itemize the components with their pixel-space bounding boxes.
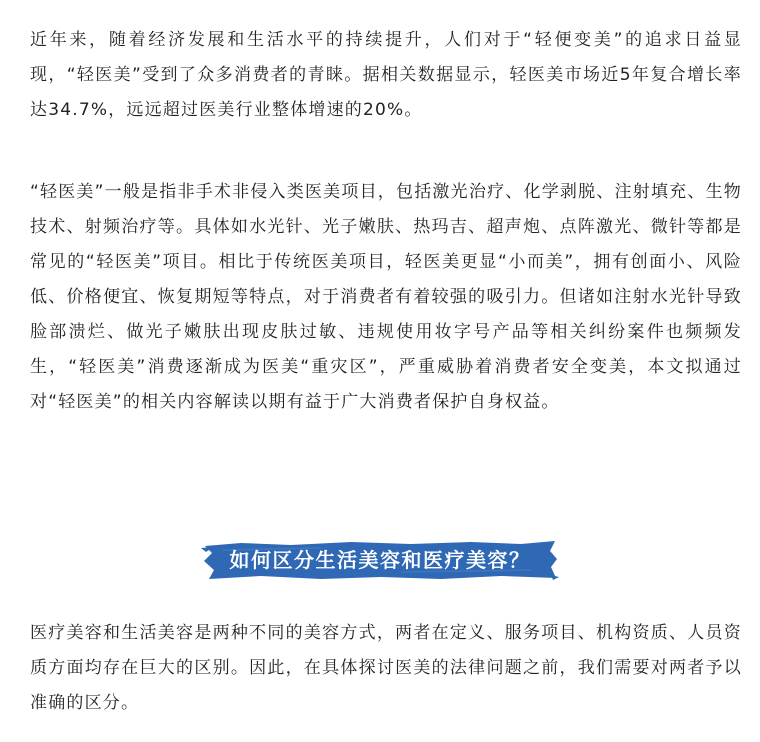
- section-heading-banner: [201, 537, 559, 583]
- comparison-paragraph: 医疗美容和生活美容是两种不同的美容方式，两者在定义、服务项目、机构资质、人员资质方面均存在巨大的区别。因此，在具体探讨医美的法律问题之前，我们需要对两者予以准确的区分。: [30, 623, 742, 713]
- section-heading: 如何区分生活美容和医疗美容？: [229, 548, 531, 572]
- intro-paragraph: 近年来，随着经济发展和生活水平的持续提升，人们对于“轻便变美”的追求日益显现，“轻医美”受到了众多消费者的青睐。据相关数据显示，轻医美市场近5年复合增长率达34.7%，远远超过医美行业整体增速的20%。: [30, 30, 742, 120]
- definition-paragraph: “轻医美”一般是指非手术非侵入类医美项目，包括激光治疗、化学剥脱、注射填充、生物技术、射频治疗等。具体如水光针、光子嫩肤、热玛吉、超声炮、点阵激光、微针等都是常见的“轻医美”项目。相比于传统医美项目，轻医美更显“小而美”，拥有创面小、风险低、价格便宜、恢复期短等特点，对于消费者有着较强的吸引力。但诸如注射水光针导致脸部溃烂、做光子嫩肤出现皮肤过敏、违规使用妆字号产品等相关纠纷案件也频频发生，“轻医美”消费逐渐成为医美“重灾区”，严重威胁着消费者安全变美，本文拟通过对“轻医美”的相关内容解读以期有益于广大消费者保护自身权益。: [30, 182, 742, 412]
